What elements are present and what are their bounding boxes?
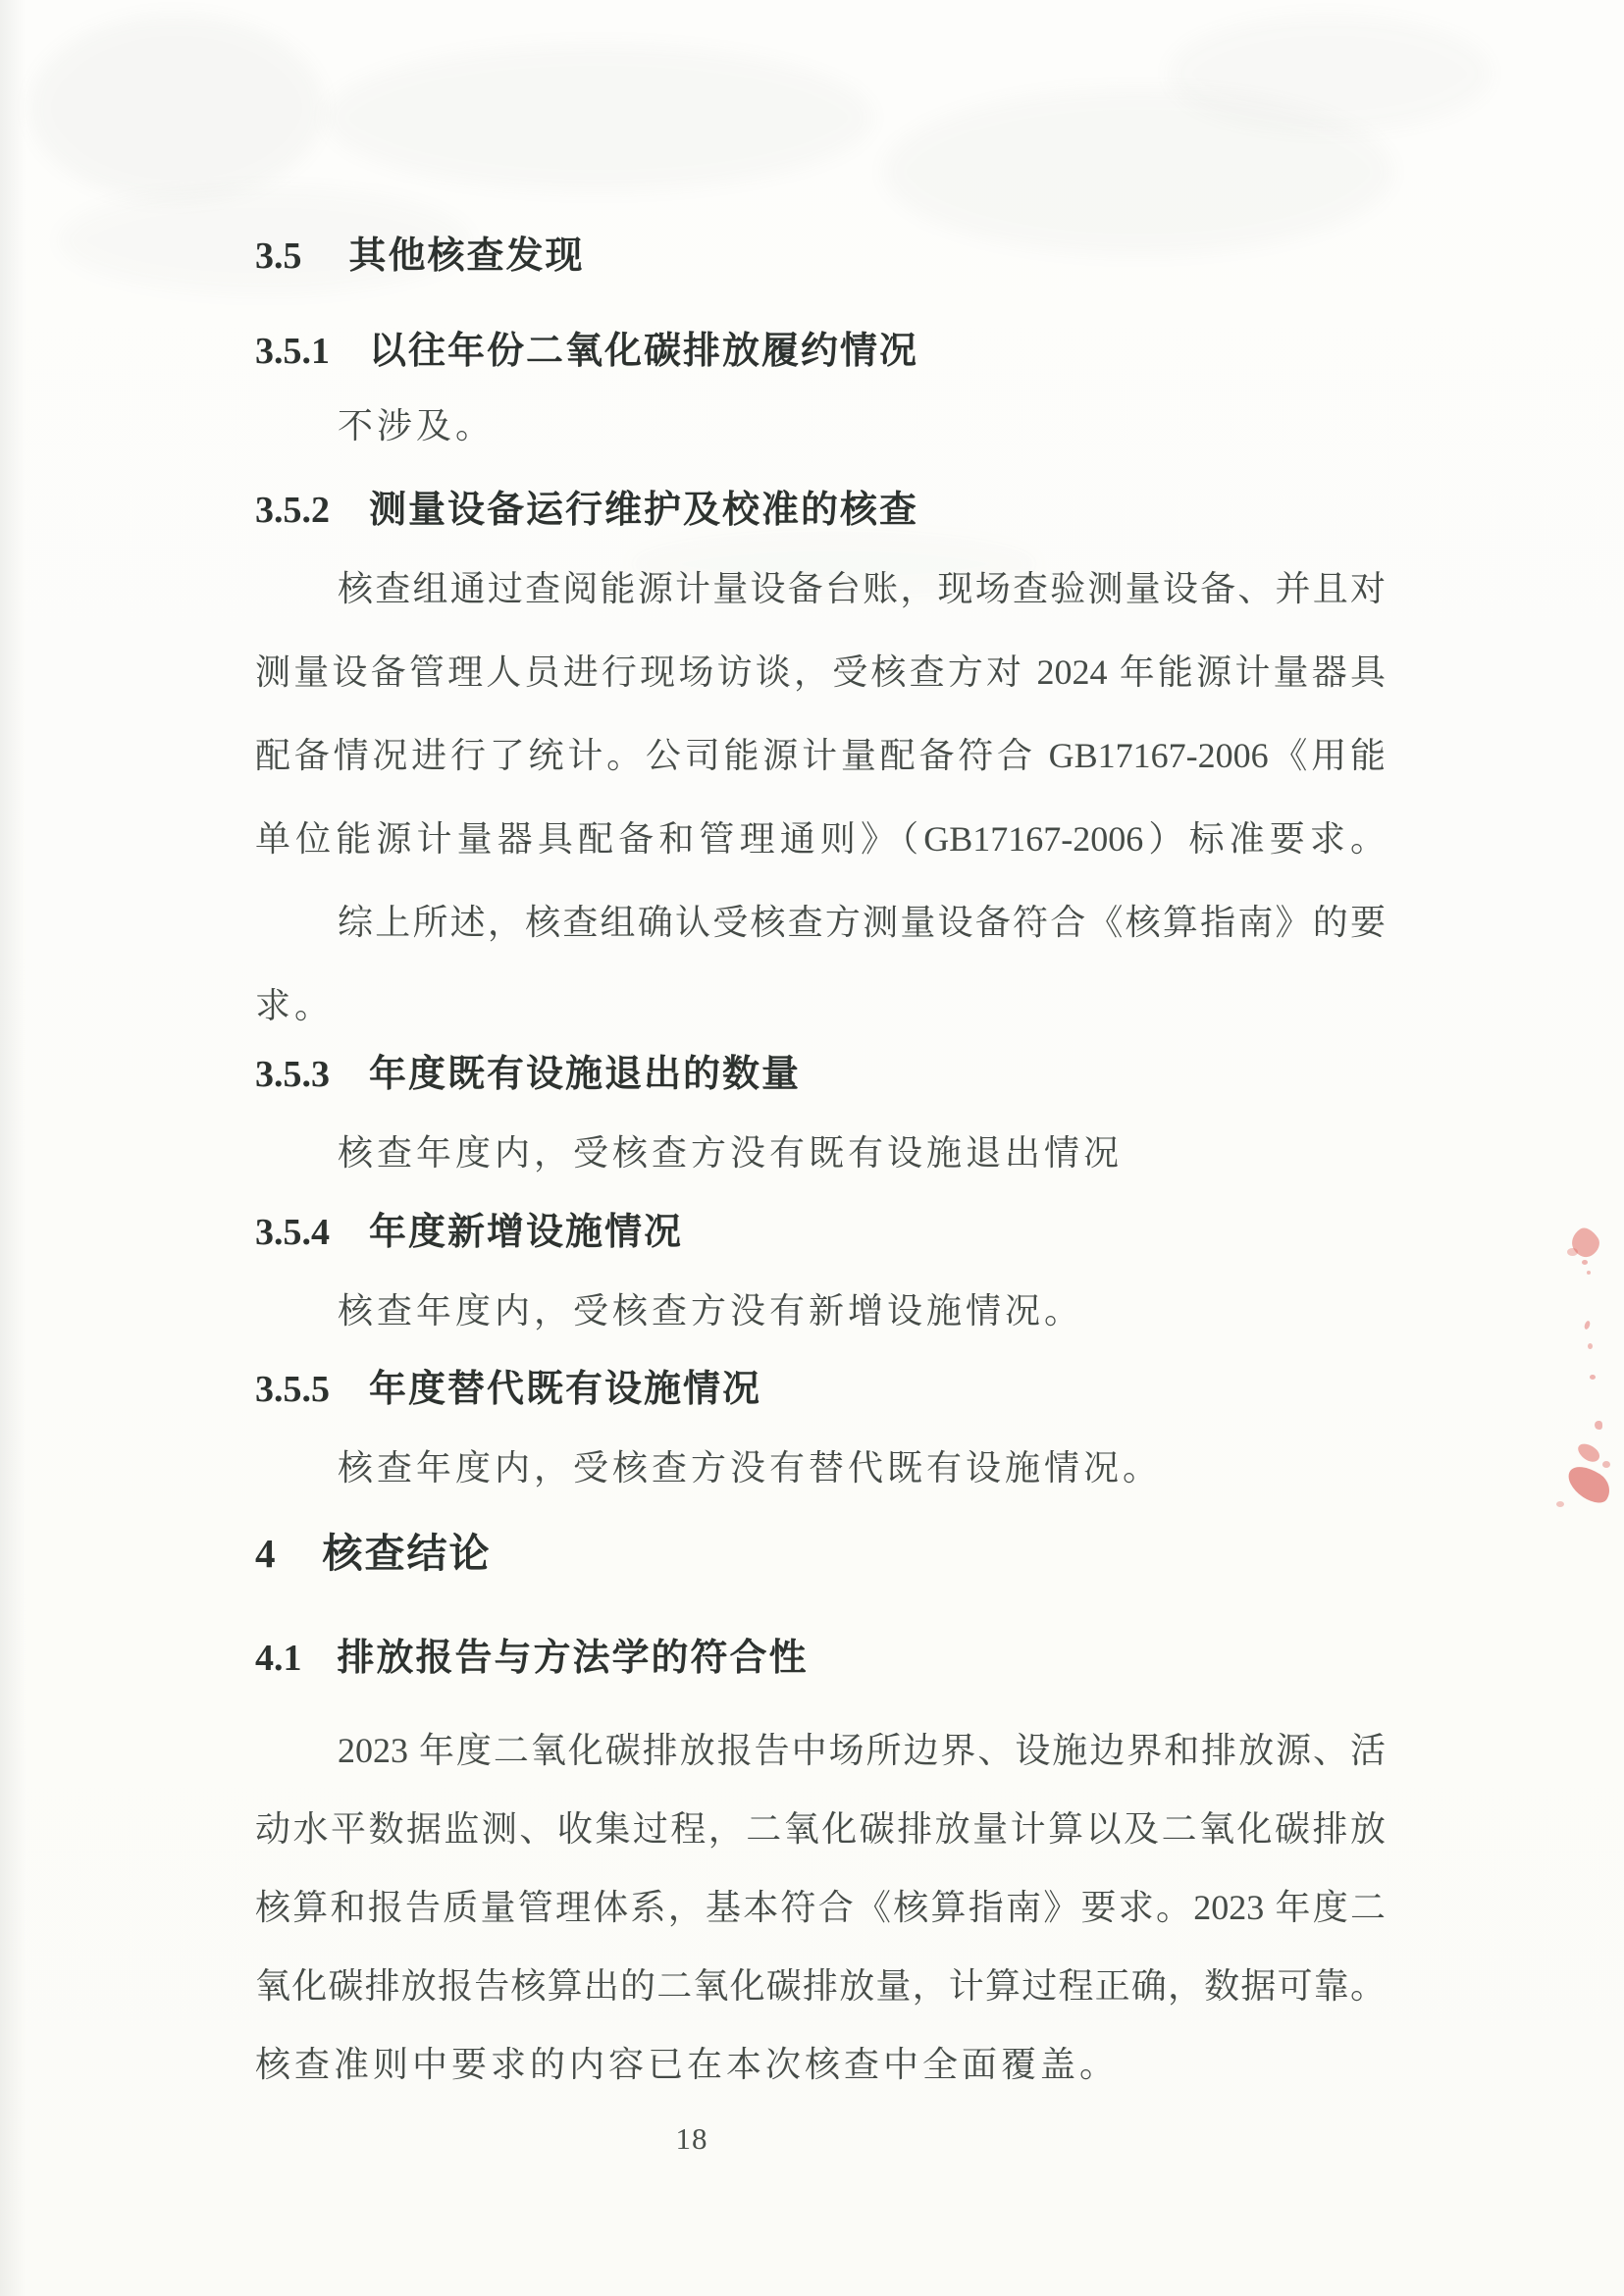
paragraph-line: 核查年度内，受核查方没有既有设施退出情况 <box>338 1133 1124 1173</box>
heading-number: 3.5 <box>255 235 302 277</box>
red-stamp-mark <box>1602 1461 1610 1468</box>
heading-title: 以往年份二氧化碳排放履约情况 <box>369 331 919 372</box>
paragraph-3-5-3 <box>255 1112 1386 1195</box>
red-stamp-mark <box>1562 1460 1616 1509</box>
paragraph-4-1 <box>255 1711 1386 2104</box>
paragraph-3-5-5 <box>255 1427 1386 1510</box>
paragraph-3-5-2-a <box>255 548 1386 881</box>
page-number: 18 <box>675 2121 708 2156</box>
red-stamp-mark <box>1588 1343 1593 1349</box>
section-heading-3-5-4 <box>255 1211 1386 1256</box>
paragraph-line: 核查年度内，受核查方没有新增设施情况。 <box>338 1291 1084 1331</box>
paragraph-line: 核查准则中要求的内容已在本次核查中全面覆盖。 <box>255 2045 1120 2084</box>
scan-edge-shadow <box>0 0 26 2296</box>
paragraph-line: 求。 <box>255 986 335 1025</box>
red-stamp-mark <box>1556 1501 1564 1507</box>
section-heading-4-1 <box>255 1637 1386 1682</box>
section-heading-3-5-2 <box>255 489 1386 534</box>
red-stamp-mark <box>1590 1375 1596 1380</box>
heading-title: 其他核查发现 <box>348 235 585 277</box>
paragraph-3-5-4 <box>255 1270 1386 1353</box>
heading-number: 3.5.4 <box>255 1212 330 1253</box>
section-heading-3-5-3 <box>255 1053 1386 1098</box>
heading-title: 年度替代既有设施情况 <box>369 1369 762 1410</box>
red-stamp-mark <box>1587 1271 1591 1275</box>
section-heading-3-5-1 <box>255 330 1386 375</box>
red-stamp-mark <box>1584 1320 1592 1330</box>
paragraph-line: 核算和报告质量管理体系，基本符合《核算指南》要求。2023 年度二 <box>255 1888 1386 1927</box>
paragraph-line: 综上所述，核查组确认受核查方测量设备符合《核算指南》的要 <box>338 903 1386 942</box>
paragraph-line: 核查年度内，受核查方没有替代既有设施情况。 <box>338 1448 1163 1487</box>
red-stamp-mark <box>1567 1248 1578 1256</box>
heading-number: 3.5.5 <box>255 1369 330 1410</box>
red-stamp-mark <box>1595 1421 1602 1430</box>
section-heading-3-5-5 <box>255 1368 1386 1413</box>
bleedthrough-smudge <box>883 88 1393 255</box>
paragraph-line: 氧化碳排放报告核算出的二氧化碳排放量，计算过程正确，数据可靠。 <box>255 1966 1386 2006</box>
heading-title: 测量设备运行维护及校准的核查 <box>369 490 919 531</box>
paragraph-line: 测量设备管理人员进行现场访谈，受核查方对 2024 年能源计量器具 <box>255 652 1386 692</box>
heading-title: 年度新增设施情况 <box>369 1212 684 1253</box>
heading-title: 年度既有设施退出的数量 <box>369 1054 802 1095</box>
paragraph-line: 动水平数据监测、收集过程，二氧化碳排放量计算以及二氧化碳排放 <box>255 1809 1386 1849</box>
paragraph-line: 核查组通过查阅能源计量设备台账，现场查验测量设备、并且对 <box>338 569 1386 608</box>
paragraph-line: 配备情况进行了统计。公司能源计量配备符合 GB17167-2006《用能 <box>255 736 1386 775</box>
bleedthrough-smudge <box>324 44 873 191</box>
section-heading-3-5 <box>255 235 1386 280</box>
section-heading-4 <box>255 1530 1386 1578</box>
red-stamp-mark <box>1582 1260 1588 1265</box>
paragraph-3-5-2-b <box>255 881 1386 1048</box>
paragraph-line: 单位能源计量器具配备和管理通则》（GB17167-2006）标准要求。 <box>255 819 1386 859</box>
bleedthrough-smudge <box>29 15 324 201</box>
paragraph-line: 2023 年度二氧化碳排放报告中场所边界、设施边界和排放源、活 <box>338 1731 1386 1770</box>
red-stamp-mark <box>1566 1224 1603 1262</box>
heading-number: 4 <box>255 1531 276 1576</box>
heading-number: 3.5.2 <box>255 490 330 531</box>
red-stamp-mark <box>1575 1439 1602 1466</box>
paragraph-3-5-1 <box>255 385 1386 468</box>
heading-number: 3.5.3 <box>255 1054 330 1095</box>
bleedthrough-smudge <box>1168 15 1492 132</box>
paragraph-line: 不涉及。 <box>338 406 496 445</box>
heading-number: 4.1 <box>255 1638 302 1679</box>
heading-number: 3.5.1 <box>255 331 330 372</box>
heading-title: 排放报告与方法学的符合性 <box>337 1638 809 1679</box>
heading-title: 核查结论 <box>322 1531 492 1576</box>
